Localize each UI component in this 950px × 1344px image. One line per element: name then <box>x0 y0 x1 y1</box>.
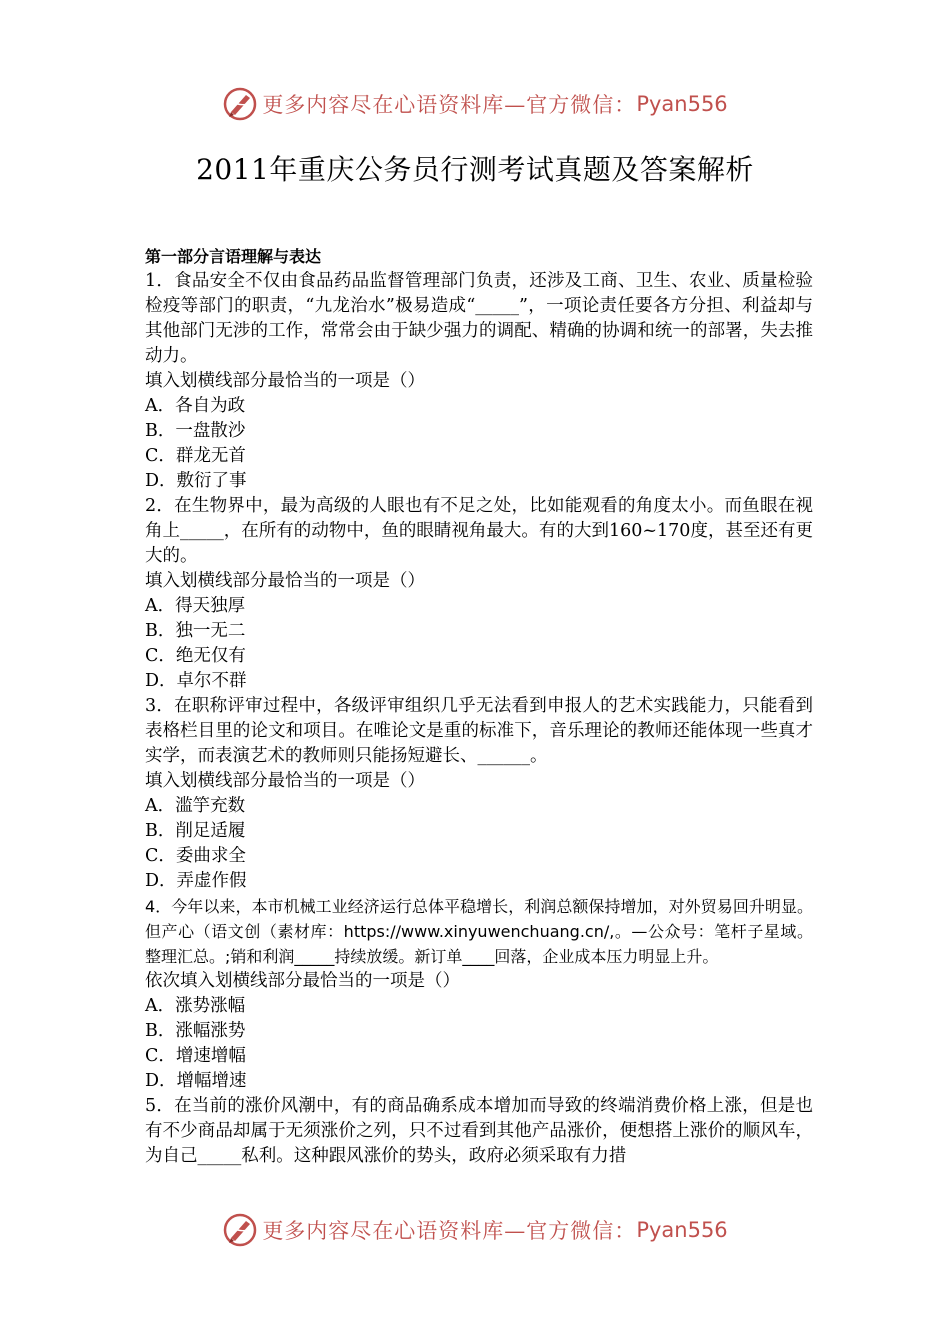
question-text: 4．今年以来，本市机械工业经济运行总体平稳增长，利润总额保持增加，对外贸易回升明显。但产心（语文创（素材库：https://www.xinyuwenchuang.cn/,。—公众号：笔杆子星域。整理汇总。;销和利润_____持续放缓。新订单____回落，企业成本压力明显上升。 <box>145 897 813 966</box>
question-text: 3．在职称评审过程中，各级评审组织几乎无法看到申报人的艺术实践能力，只能看到表格栏目里的论文和项目。在唯论文是重的标准下，音乐理论的教师还能体现一些真才实学，而表演艺术的教师则只能扬短避长、______。 <box>145 696 813 766</box>
section-heading: 第一部分言语理解与表达 <box>145 247 322 266</box>
option-d: D．敷衍了事 <box>145 471 247 491</box>
option-c: C．委曲求全 <box>145 846 246 866</box>
option-b: B．一盘散沙 <box>145 421 246 441</box>
question-text: 5．在当前的涨价风潮中，有的商品确系成本增加而导致的终端消费价格上涨，但是也有不少商品却属于无须涨价之列，只不过看到其他产品涨价，便想搭上涨价的顺风车，为自己_____私利。这种跟风涨价的势头，政府必须采取有力措 <box>145 1096 813 1166</box>
question-prompt: 依次填入划横线部分最恰当的一项是（） <box>145 971 460 991</box>
question-prompt: 填入划横线部分最恰当的一项是（） <box>145 771 425 791</box>
banner-text: 更多内容尽在心语资料库—官方微信： <box>262 1219 637 1243</box>
question-text: 2．在生物界中，最为高级的人眼也有不足之处，比如能观看的角度太小。而鱼眼在视角上_____，在所有的动物中，鱼的眼睛视角最大。有的大到160~170度，甚至还有更大的。 <box>145 496 813 566</box>
option-d: D．卓尔不群 <box>145 671 247 691</box>
option-b: B．涨幅涨势 <box>145 1021 246 1041</box>
banner-wechat-id: Pyan556 <box>636 1218 728 1242</box>
question-prompt: 填入划横线部分最恰当的一项是（） <box>145 571 425 591</box>
option-c: C．绝无仅有 <box>145 646 246 666</box>
option-d: D．弄虚作假 <box>145 871 247 891</box>
banner-wechat-id: Pyan556 <box>636 92 728 116</box>
document-body <box>145 244 813 1169</box>
option-d: D．增幅增速 <box>145 1071 247 1091</box>
header-banner <box>0 82 950 126</box>
page-title: 2011年重庆公务员行测考试真题及答案解析 <box>196 153 754 186</box>
question-prompt: 填入划横线部分最恰当的一项是（） <box>145 371 425 391</box>
option-a: A．各自为政 <box>145 396 246 416</box>
question-text: 1．食品安全不仅由食品药品监督管理部门负责，还涉及工商、卫生、农业、质量检验检疫等部门的职责，“九龙治水”极易造成“_____”，一项论责任要各方分担、利益却与其他部门无涉的工作，常常会由于缺少强力的调配、精确的协调和统一的部署，失去推动力。 <box>145 271 813 366</box>
footer-banner <box>0 1208 950 1252</box>
option-c: C．群龙无首 <box>145 446 246 466</box>
pen-circle-logo-icon <box>222 86 258 122</box>
option-a: A．滥竽充数 <box>145 796 246 816</box>
option-c: C．增速增幅 <box>145 1046 246 1066</box>
banner-text: 更多内容尽在心语资料库—官方微信： <box>262 93 637 117</box>
option-a: A．涨势涨幅 <box>145 996 246 1016</box>
option-b: B．独一无二 <box>145 621 246 641</box>
pen-circle-logo-icon <box>222 1212 258 1248</box>
option-b: B．削足适履 <box>145 821 246 841</box>
option-a: A．得天独厚 <box>145 596 246 616</box>
